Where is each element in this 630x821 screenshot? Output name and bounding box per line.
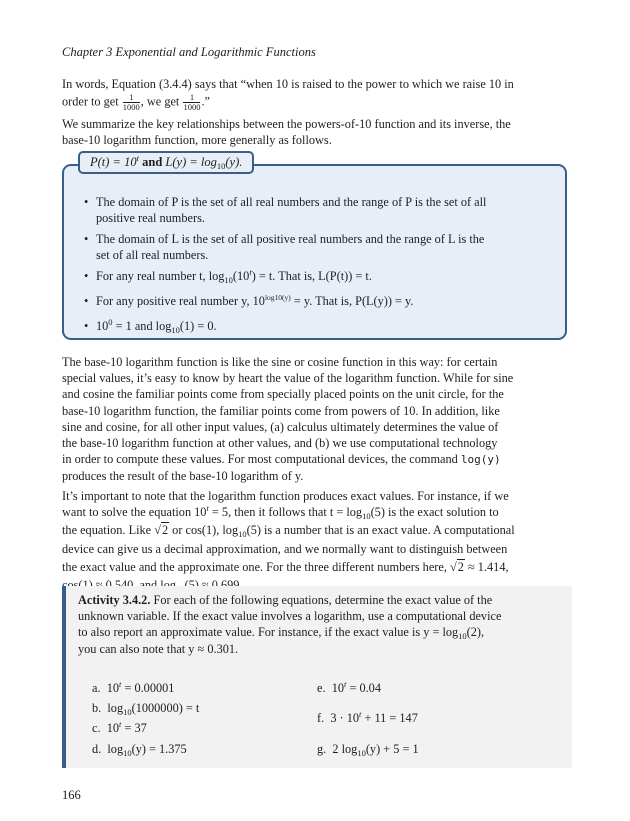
item-sub: 10 — [123, 707, 132, 717]
p2-l5-b: ≈ 1.414, — [464, 559, 509, 574]
act-line-3 — [78, 624, 560, 640]
sqrt-radicand: 2 — [457, 559, 464, 574]
b3-sub: 10 — [224, 275, 233, 285]
page-number: 166 — [62, 788, 81, 802]
item-label: f. — [317, 711, 325, 725]
item-rest: = 0.00001 — [121, 681, 175, 695]
p2-l5-a: the exact value and the approximate one. For the three different numbers here, — [62, 559, 450, 574]
act-l3-sub: 10 — [458, 631, 467, 642]
item-sup: t — [119, 679, 122, 689]
title-and: and — [142, 155, 163, 169]
item-b — [92, 700, 199, 716]
item-label: e. — [317, 681, 326, 695]
item-log: log — [107, 701, 124, 715]
item-sub: 10 — [123, 748, 132, 758]
bullet-special-values — [84, 317, 536, 335]
intro-line-2 — [62, 93, 569, 112]
item-base: 10 — [106, 721, 119, 735]
item-sup: t — [344, 679, 347, 689]
item-base: 10 — [331, 681, 344, 695]
p1-last-line: produces the result of the base-10 logarithm of y. — [62, 469, 304, 484]
title-p-def: P(t) = 10 — [90, 155, 137, 169]
p2-l2-c: (5) is the exact solution to — [370, 505, 499, 520]
title-end: (y). — [225, 155, 243, 169]
activity-label: Activity 3.4.2. — [78, 593, 151, 607]
b4-a: For any positive real number y, 10 — [96, 294, 265, 308]
fraction-numerator: 1 — [123, 93, 140, 103]
p2-l3-a: the equation. Like — [62, 523, 155, 538]
p2-l3-sub: 10 — [238, 529, 247, 540]
b5-sup: 0 — [108, 317, 113, 327]
activity-prompt — [78, 592, 560, 657]
p2-line-3 — [62, 522, 569, 538]
p2-l2-a: want to solve the equation 10 — [62, 505, 207, 520]
b5-sub: 10 — [171, 325, 180, 335]
act-line-2: unknown variable. If the exact value involves a logarithm, use a computational device — [78, 609, 502, 624]
item-label: b. — [92, 701, 102, 715]
item-rest: (1000000) = t — [131, 701, 200, 715]
intro-line-1: In words, Equation (3.4.4) says that “when 10 is raised to the power to which we raise 10 in — [62, 77, 514, 91]
intro-paragraph — [62, 76, 569, 112]
title-l-def: L(y) = log — [165, 155, 217, 169]
item-e — [317, 680, 381, 696]
bullet-1-line-1: The domain of P is the set of all real numbers and the range of P is the set of all — [96, 195, 487, 209]
p1-line: The base-10 logarithm function is like the sine or cosine function in this way: for certain — [62, 355, 498, 369]
p1-line-code — [62, 451, 569, 468]
item-rest: = 0.04 — [346, 681, 381, 695]
item-sub: 10 — [357, 748, 366, 758]
sqrt-radicand: 2 — [161, 523, 169, 538]
p1-line: and cosine the familiar points come from specially placed points on the unit circle, for the — [62, 387, 504, 402]
summary-paragraph — [62, 116, 569, 148]
summary-line-2: base-10 logarithm function, more generally as follows. — [62, 133, 332, 148]
b5-b: = 1 and log — [112, 319, 172, 333]
p2-l3-c: (5) is a number that is an exact value. A computational — [246, 523, 515, 538]
act-l1: For each of the following equations, determine the exact value of the — [150, 593, 493, 607]
exact-values-paragraph — [62, 488, 569, 593]
chapter-header: Chapter 3 Exponential and Logarithmic Functions — [62, 45, 316, 59]
sqrt-symbol: √2 — [154, 523, 169, 538]
summary-line-1: We summarize the key relationships between the powers-of-10 function and its inverse, the — [62, 117, 511, 131]
p1-line: in order to compute these values. For most computational devices, the command — [62, 452, 461, 467]
item-c — [92, 720, 147, 736]
fraction-1 — [123, 93, 140, 112]
bullet-domain-l — [84, 231, 536, 263]
item-g — [317, 741, 419, 757]
item-f — [317, 710, 418, 726]
code-log: log(y) — [460, 453, 501, 467]
item-sup: t — [359, 709, 362, 719]
item-rest: (y) = 1.375 — [131, 742, 187, 756]
act-line-4: you can also note that y ≈ 0.301. — [78, 641, 239, 656]
intro-text-b: , we get — [140, 94, 183, 109]
item-label: c. — [92, 721, 101, 735]
item-label: g. — [317, 742, 327, 756]
item-rest: (y) + 5 = 1 — [365, 742, 419, 756]
bullet-dot: • — [84, 319, 89, 333]
bullet-dot: • — [84, 232, 89, 246]
item-rest: = 37 — [121, 721, 147, 735]
fraction-numerator: 1 — [183, 93, 200, 103]
bullet-domain-p — [84, 194, 536, 226]
b5-a: 10 — [96, 319, 109, 333]
p2-line-5 — [62, 559, 569, 575]
bullet-2-line-2: set of all real numbers. — [96, 248, 209, 263]
bullet-5-text — [96, 318, 536, 334]
logarithm-paragraph — [62, 354, 569, 485]
p2-l3-b: or cos(1), log — [169, 523, 239, 538]
bullet-dot: • — [84, 294, 89, 308]
act-line-1 — [78, 592, 560, 608]
item-a — [92, 680, 174, 696]
p2-l2-sup: t — [206, 503, 209, 514]
bullet-p-of-l — [84, 293, 536, 309]
bullet-l-of-p — [84, 267, 536, 285]
sqrt-symbol: √2 — [450, 559, 464, 574]
bullet-3-text — [96, 268, 536, 284]
intro-text-c: .” — [201, 94, 210, 109]
p2-line-2 — [62, 504, 569, 520]
act-l3-b: (2), — [466, 625, 485, 640]
b3-c: ) = t. That is, L(P(t)) = t. — [251, 269, 372, 283]
bullet-4-text — [96, 293, 536, 309]
p1-line: the base-10 logarithm function at other values, and (b) we use computational technology — [62, 436, 498, 451]
bullet-2-line-1: The domain of L is the set of all positive real numbers and the range of L is the — [96, 232, 485, 246]
item-base: 3 · 10 — [330, 711, 360, 725]
item-log: 2 log — [332, 742, 358, 756]
title-sup: t — [136, 153, 139, 163]
b3-sup: t — [249, 267, 252, 277]
b4-sup: log10(y) — [264, 293, 291, 302]
activity-accent-bar — [62, 586, 66, 768]
item-log: log — [107, 742, 124, 756]
b5-c: (1) = 0. — [179, 319, 217, 333]
bullet-dot: • — [84, 269, 89, 283]
p1-line: sine and cosine, for all other input values, (a) calculus ultimately determines the value of — [62, 419, 499, 434]
item-d — [92, 741, 187, 757]
item-base: 10 — [106, 681, 119, 695]
act-l3-a: to also report an approximate value. For instance, if the exact value is y = log — [78, 625, 459, 640]
p2-l2-b: = 5, then it follows that t = log — [208, 505, 363, 520]
bullet-1-line-2: positive real numbers. — [96, 211, 205, 226]
b4-b: = y. That is, P(L(y)) = y. — [290, 294, 414, 308]
item-sup: t — [119, 719, 122, 729]
b3-a: For any real number t, log — [96, 269, 225, 283]
bullet-dot: • — [84, 195, 89, 209]
p2-line-4: device can give us a decimal approximation, and we normally want to distinguish between — [62, 541, 508, 556]
fraction-denominator: 1000 — [183, 102, 201, 113]
intro-text-a: order to get — [62, 94, 122, 109]
p1-line: base-10 logarithm function, the familiar points come from powers of 10. In addition, like — [62, 403, 500, 418]
p2-l2-sub: 10 — [362, 511, 371, 522]
box-title — [78, 151, 254, 174]
fraction-denominator: 1000 — [122, 102, 140, 113]
item-label: d. — [92, 742, 102, 756]
p2-line-1: It’s important to note that the logarithm function produces exact values. For instance, if we — [62, 489, 509, 503]
item-label: a. — [92, 681, 101, 695]
item-rest: + 11 = 147 — [361, 711, 418, 725]
title-sub: 10 — [216, 161, 226, 171]
fraction-2 — [183, 93, 200, 112]
p1-line: special values, it’s easy to know by heart the value of the logarithm function. While for sine — [62, 371, 514, 386]
b3-b: (10 — [232, 269, 250, 283]
